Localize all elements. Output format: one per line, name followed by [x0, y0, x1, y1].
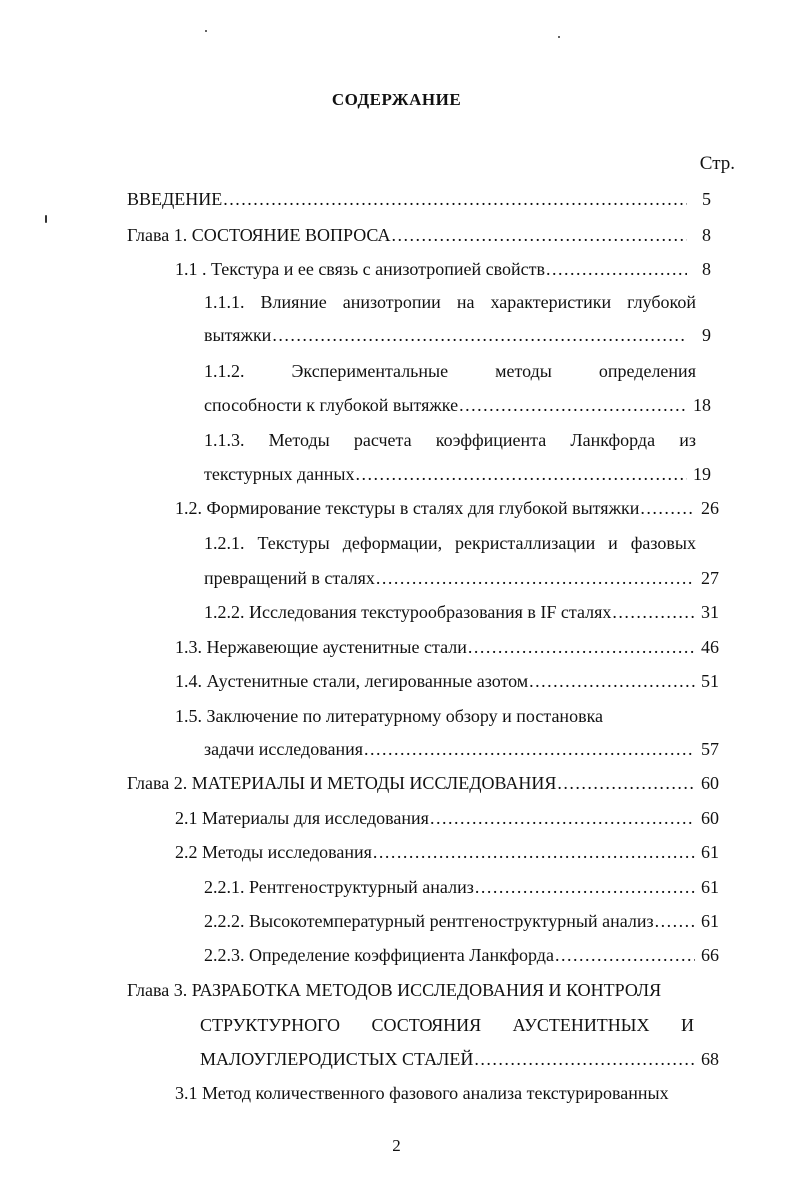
word: на	[456, 292, 475, 312]
toc-entry-text: 1.3. Нержавеющие аустенитные стали	[175, 637, 467, 657]
toc-entry-page: 61	[701, 842, 719, 862]
toc-entry-text: превращений в сталях	[204, 568, 375, 588]
toc-entry-text: 2.2.3. Определение коэффициента Ланкфорда	[204, 945, 554, 965]
toc-entry-1-2	[175, 495, 719, 521]
word: Текстуры	[257, 533, 330, 553]
leader-dots	[459, 392, 687, 418]
toc-entry-1-1	[175, 256, 711, 282]
toc-entry-page: 51	[701, 671, 719, 691]
toc-entry-1-5-line1: 1.5. Заключение по литературному обзору и постановка	[175, 706, 604, 726]
toc-entry-page: 9	[702, 325, 711, 345]
toc-entry-1-1-3-line1	[204, 427, 696, 453]
toc-entry-page: 46	[701, 637, 719, 657]
word: АУСТЕНИТНЫХ	[512, 1015, 650, 1035]
toc-entry-text: 1.4. Аустенитные стали, легированные азотом	[175, 671, 529, 691]
toc-entry-1-1-2-line2	[204, 392, 711, 418]
leader-dots	[373, 839, 695, 865]
leader-dots	[474, 1046, 695, 1072]
word: расчета	[353, 430, 412, 450]
word: из	[679, 430, 696, 450]
scan-speck	[45, 215, 47, 223]
leader-dots	[223, 186, 687, 212]
leader-dots	[356, 461, 687, 487]
word: глубокой	[627, 292, 696, 312]
toc-entry-page: 5	[702, 189, 711, 209]
toc-entry-1-4	[175, 668, 719, 694]
leader-dots	[376, 565, 695, 591]
toc-entry-1-1-1-line1	[204, 289, 696, 315]
toc-entry-text: Глава 1. СОСТОЯНИЕ ВОПРОСА	[127, 225, 391, 245]
toc-entry-page: 57	[701, 739, 719, 759]
leader-dots	[468, 634, 695, 660]
toc-entry-chapter-3-line2	[200, 1012, 694, 1038]
toc-entry-text: способности к глубокой вытяжке	[204, 395, 459, 415]
toc-entry-chapter-1	[127, 222, 711, 248]
toc-entry-2-2-3	[204, 942, 719, 968]
toc-entry-text: 1.1 . Текстура и ее связь с анизотропией свойств	[175, 259, 546, 279]
toc-entry-1-1-3-line2	[204, 461, 711, 487]
toc-entry-1-2-2	[204, 599, 719, 625]
toc-entry-page: 19	[693, 464, 711, 484]
toc-entry-page: 61	[701, 911, 719, 931]
word: 1.2.1.	[204, 533, 245, 553]
toc-entry-2-2-1	[204, 874, 719, 900]
toc-title: СОДЕРЖАНИЕ	[331, 90, 462, 109]
word: определения	[598, 361, 696, 381]
toc-entry-text: ВВЕДЕНИЕ	[127, 189, 223, 209]
leader-dots	[430, 805, 695, 831]
word: Влияние	[260, 292, 327, 312]
toc-entry-text: текстурных данных	[204, 464, 355, 484]
toc-entry-page: 60	[701, 773, 719, 793]
toc-entry-1-1-1-line2	[204, 322, 711, 348]
page-column-label: Стр.	[699, 153, 735, 174]
toc-entry-chapter-3-line3	[200, 1046, 719, 1072]
word: фазовых	[630, 533, 696, 553]
toc-entry-text: 1.2. Формирование текстуры в сталях для глубокой вытяжки	[175, 498, 640, 518]
toc-entry-text: Глава 2. МАТЕРИАЛЫ И МЕТОДЫ ИССЛЕДОВАНИЯ	[127, 773, 557, 793]
word: рекристаллизации	[455, 533, 596, 553]
leader-dots	[475, 874, 695, 900]
word: 1.1.2.	[204, 361, 245, 381]
toc-entry-3-1: 3.1 Метод количественного фазового анализа текстурированных	[175, 1083, 669, 1103]
toc-entry-chapter-3-line1: Глава 3. РАЗРАБОТКА МЕТОДОВ ИССЛЕДОВАНИЯ И КОНТРОЛЯ	[127, 980, 662, 1000]
toc-entry-chapter-2	[127, 770, 719, 796]
toc-entry-text: вытяжки	[204, 325, 272, 345]
word: анизотропии	[342, 292, 441, 312]
toc-entry-page: 8	[702, 225, 711, 245]
word: Ланкфорда	[570, 430, 656, 450]
word: 1.1.1.	[204, 292, 245, 312]
word: деформации,	[342, 533, 443, 553]
word: СТРУКТУРНОГО	[200, 1015, 341, 1035]
word: Методы	[268, 430, 330, 450]
toc-entry-1-3	[175, 634, 719, 660]
word: коэффициента	[435, 430, 547, 450]
leader-dots	[272, 322, 687, 348]
toc-entry-page: 26	[701, 498, 719, 518]
toc-entry-2-1	[175, 805, 719, 831]
toc-entry-text: 1.2.2. Исследования текстурообразования в IF сталях	[204, 602, 612, 622]
toc-entry-page: 68	[701, 1049, 719, 1069]
toc-entry-text: 2.1 Материалы для исследования	[175, 808, 429, 828]
toc-entry-1-5-line2	[204, 736, 719, 762]
leader-dots	[640, 495, 695, 521]
leader-dots	[557, 770, 695, 796]
toc-entry-text: 2.2.1. Рентгеноструктурный анализ	[204, 877, 474, 897]
toc-entry-1-2-1-line1	[204, 530, 696, 556]
toc-entry-page: 60	[701, 808, 719, 828]
scan-speck	[205, 30, 207, 32]
word: характеристики	[490, 292, 612, 312]
toc-entry-page: 18	[693, 395, 711, 415]
leader-dots	[529, 668, 695, 694]
toc-entry-2-2	[175, 839, 719, 865]
toc-entry-text: 2.2 Методы исследования	[175, 842, 372, 862]
leader-dots	[546, 256, 687, 282]
leader-dots	[655, 908, 695, 934]
page-number: 2	[392, 1136, 401, 1155]
toc-entry-page: 61	[701, 877, 719, 897]
word: 1.1.3.	[204, 430, 245, 450]
toc-entry-text: 2.2.2. Высокотемпературный рентгеноструктурный анализ	[204, 911, 654, 931]
leader-dots	[612, 599, 695, 625]
toc-entry-page: 66	[701, 945, 719, 965]
toc-entry-page: 31	[701, 602, 719, 622]
toc-entry-page: 8	[702, 259, 711, 279]
leader-dots	[555, 942, 695, 968]
toc-entry-2-2-2	[204, 908, 719, 934]
leader-dots	[364, 736, 695, 762]
word: методы	[495, 361, 552, 381]
word: СОСТОЯНИЯ	[371, 1015, 482, 1035]
toc-entry-text: МАЛОУГЛЕРОДИСТЫХ СТАЛЕЙ	[200, 1049, 474, 1069]
toc-entry-1-2-1-line2	[204, 565, 719, 591]
word: и	[608, 533, 618, 553]
leader-dots	[392, 222, 687, 248]
toc-entry-text: задачи исследования	[204, 739, 364, 759]
toc-entry-1-1-2-line1	[204, 358, 696, 384]
word: Экспериментальные	[291, 361, 449, 381]
toc-entry-page: 27	[701, 568, 719, 588]
toc-entry-intro	[127, 186, 711, 212]
scan-speck	[558, 36, 560, 38]
word: И	[680, 1015, 694, 1035]
